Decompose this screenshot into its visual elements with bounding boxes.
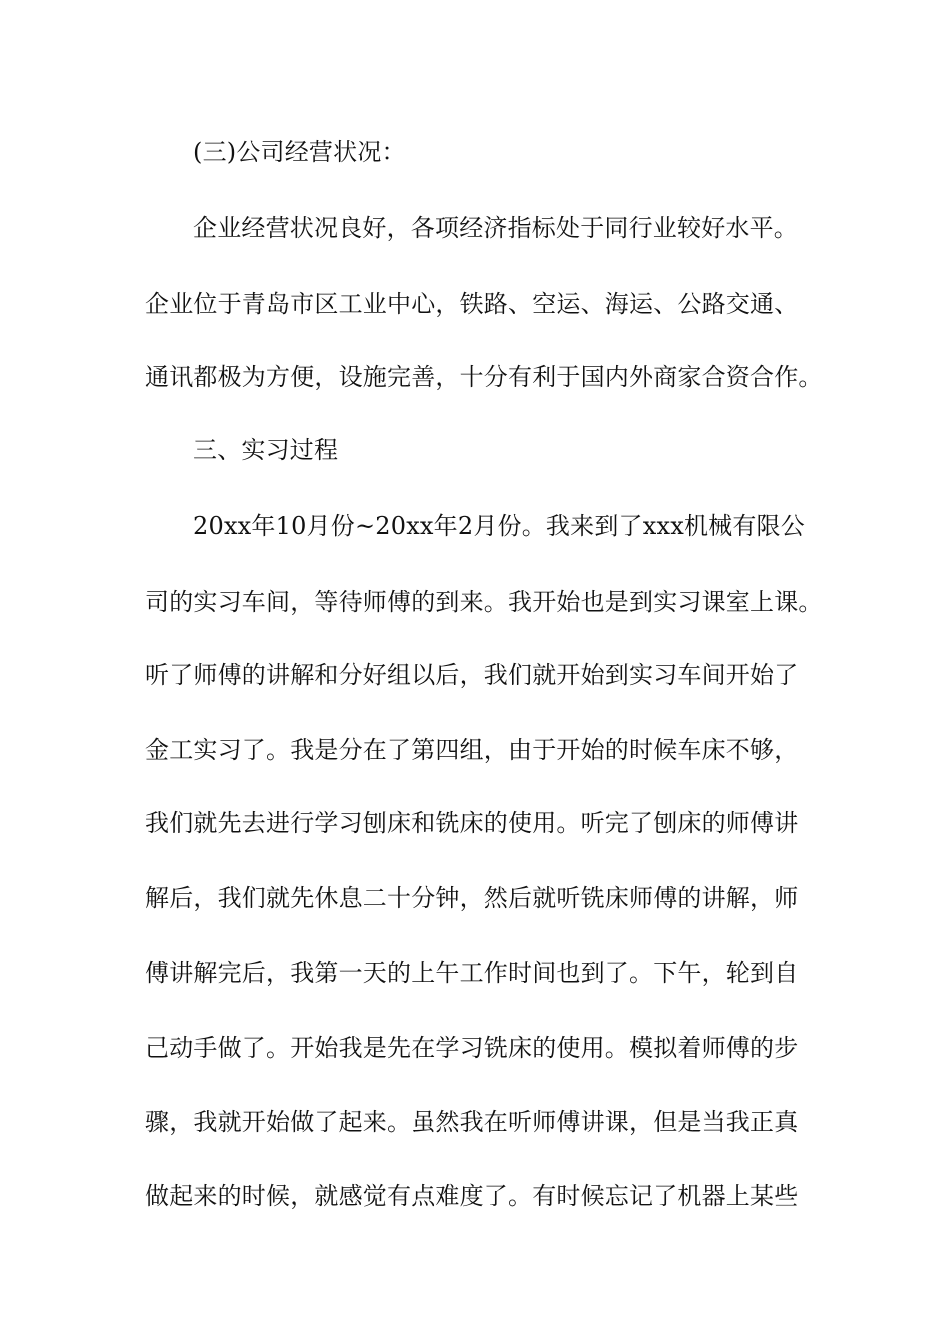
paragraph-line: 金工实习了。我是分在了第四组，由于开始的时候车床不够，: [145, 736, 799, 764]
paragraph-line: 通讯都极为方便，设施完善，十分有利于国内外商家合资合作。: [145, 363, 823, 391]
paragraph-line: 企业经营状况良好，各项经济指标处于同行业较好水平。: [193, 214, 798, 242]
section-heading-operating-status: (三)公司经营状况：: [193, 138, 406, 166]
paragraph-line: 傅讲解完后，我第一天的上午工作时间也到了。下午，轮到自: [145, 959, 799, 987]
paragraph-line: 司的实习车间，等待师傅的到来。我开始也是到实习课室上课。: [145, 588, 823, 616]
paragraph-line: 己动手做了。开始我是先在学习铣床的使用。模拟着师傅的步: [145, 1034, 799, 1062]
section-heading-internship-process: 三、实习过程: [193, 436, 339, 464]
paragraph-line: 解后，我们就先休息二十分钟，然后就听铣床师傅的讲解，师: [145, 884, 799, 912]
paragraph-line: 做起来的时候，就感觉有点难度了。有时候忘记了机器上某些: [145, 1182, 799, 1210]
paragraph-line: 企业位于青岛市区工业中心，铁路、空运、海运、公路交通、: [145, 290, 799, 318]
paragraph-line: 我们就先去进行学习刨床和铣床的使用。听完了刨床的师傅讲: [145, 809, 799, 837]
paragraph-line: 听了师傅的讲解和分好组以后，我们就开始到实习车间开始了: [145, 661, 799, 689]
paragraph-line: 20xx年10月份~20xx年2月份。我来到了xxx机械有限公: [193, 512, 805, 540]
paragraph-line: 骤，我就开始做了起来。虽然我在听师傅讲课，但是当我正真: [145, 1108, 799, 1136]
